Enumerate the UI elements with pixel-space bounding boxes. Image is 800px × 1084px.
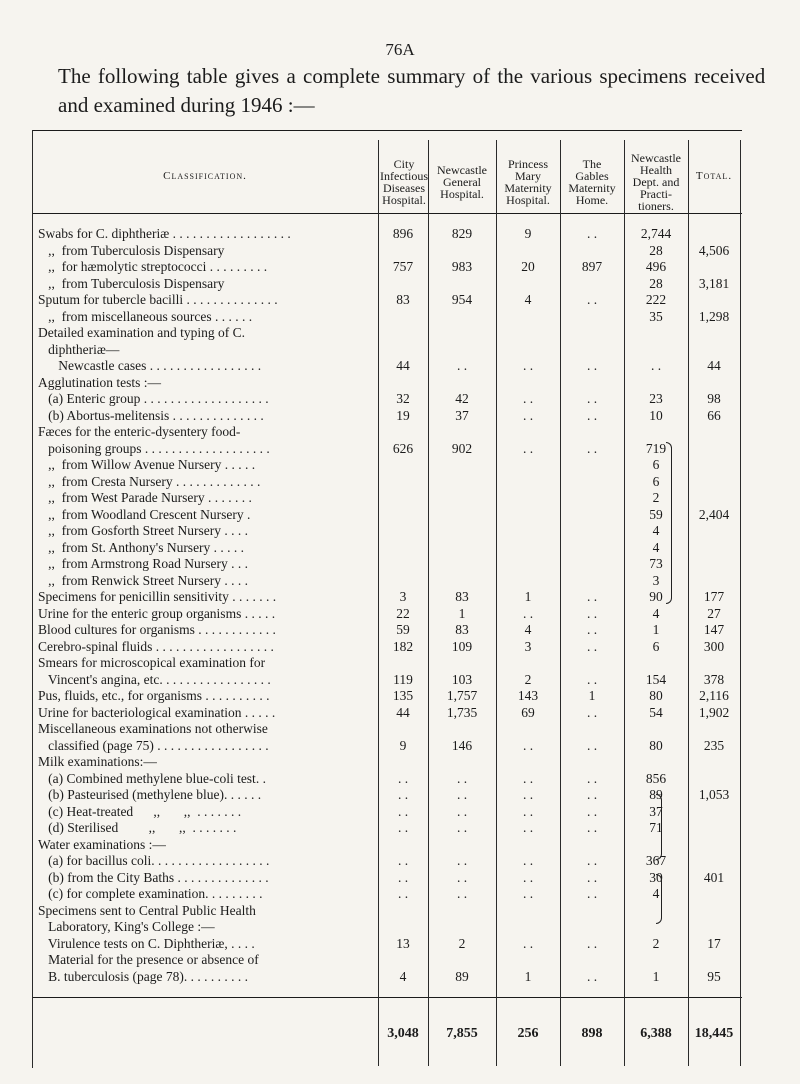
cell-the-gables: . . xyxy=(586,407,598,423)
header-line: Total. xyxy=(695,170,733,182)
table-row xyxy=(32,589,742,605)
row-label: (d) Sterilised ,, ,, . . . . . . . xyxy=(38,820,237,835)
cell-newcastle-general: 37 xyxy=(455,407,469,423)
table-row xyxy=(32,523,742,539)
cell-city-infectious: . . xyxy=(397,886,409,901)
table-row xyxy=(32,490,742,506)
cell-newcastle-general: 954 xyxy=(451,292,473,307)
table-row xyxy=(32,903,742,919)
table-row xyxy=(32,606,742,622)
cell-the-gables: . . xyxy=(586,770,598,786)
header-line: Diseases xyxy=(383,181,425,195)
cell-the-gables: . . xyxy=(586,935,598,951)
table-row xyxy=(32,870,742,886)
row-label: Pus, fluids, etc., for organisms . . . . . . . . . . xyxy=(38,688,270,703)
table-row xyxy=(32,639,742,655)
cell-city-infectious: . . xyxy=(397,803,409,819)
table-row xyxy=(32,391,742,407)
cell-city-infectious: 9 xyxy=(399,737,407,753)
cell-health-dept: 89 xyxy=(649,787,663,802)
row-label: Milk examinations:— xyxy=(38,754,157,769)
cell-health-dept: 3 xyxy=(652,572,660,588)
cell-health-dept: 367 xyxy=(645,853,667,868)
row-label: ,, from Cresta Nursery . . . . . . . . . . . . . xyxy=(38,473,261,489)
row-label: (c) for complete examination. . . . . . . . . xyxy=(38,886,263,901)
cell-health-dept: 6 xyxy=(652,457,660,472)
row-label: ,, from Willow Avenue Nursery . . . . . xyxy=(38,457,256,472)
cell-the-gables: . . xyxy=(586,622,598,637)
table-row xyxy=(32,754,742,770)
cell-total: 98 xyxy=(707,391,721,406)
cell-city-infectious: 182 xyxy=(392,638,414,654)
row-label: Laboratory, King's College :— xyxy=(38,919,215,934)
cell-health-dept: 856 xyxy=(645,770,667,786)
header-princess-mary xyxy=(496,158,560,206)
cell-princess-mary: 2 xyxy=(524,671,532,687)
row-label: (a) Enteric group . . . . . . . . . . . . . . . . . . . xyxy=(38,391,269,406)
cell-health-dept: 1 xyxy=(652,968,660,984)
cell-city-infectious: 626 xyxy=(392,440,414,456)
table-row xyxy=(32,573,742,589)
row-label: Specimens for penicillin sensitivity . . . . . . . xyxy=(38,589,277,604)
totals-row xyxy=(32,1026,742,1042)
cell-newcastle-general: 983 xyxy=(451,259,473,274)
cell-health-dept: 4 xyxy=(652,886,660,901)
cell-the-gables: . . xyxy=(586,886,598,901)
cell-the-gables: . . xyxy=(586,638,598,654)
row-label: Cerebro-spinal fluids . . . . . . . . . . . . . . . . . . xyxy=(38,638,274,654)
table-row xyxy=(32,507,742,523)
cell-newcastle-general: 2 xyxy=(458,935,466,951)
cell-newcastle-general: . . xyxy=(456,770,468,786)
table-row xyxy=(32,342,742,358)
row-label: (b) Abortus-melitensis . . . . . . . . . . . . . . xyxy=(38,407,264,423)
intro-line-2: and examined during 1946 :— xyxy=(58,93,315,117)
header-health-dept xyxy=(620,152,692,212)
table-row xyxy=(32,243,742,259)
cell-newcastle-general: 146 xyxy=(451,737,473,753)
cell-health-dept: 2 xyxy=(652,490,660,505)
cell-health-dept: 30 xyxy=(649,869,663,885)
table-row xyxy=(32,226,742,242)
cell-city-infectious: 44 xyxy=(396,704,410,720)
table-row xyxy=(32,441,742,457)
row-label: Urine for bacteriological examination . . . . . xyxy=(38,704,276,720)
header-line: Gables xyxy=(575,169,609,183)
table-row xyxy=(32,738,742,754)
table-row xyxy=(32,820,742,836)
table-row xyxy=(32,309,742,325)
cell-the-gables: . . xyxy=(586,292,598,307)
total-city-infectious: 3,048 xyxy=(387,1026,419,1041)
table-row xyxy=(32,804,742,820)
cell-princess-mary: 4 xyxy=(524,622,532,637)
row-label: diphtheriæ— xyxy=(38,341,120,357)
row-label: Water examinations :— xyxy=(38,836,166,852)
row-label: Virulence tests on C. Diphtheriæ, . . . . xyxy=(38,935,255,951)
cell-newcastle-general: . . xyxy=(456,358,468,373)
header-line: Hospital. xyxy=(506,193,550,207)
header-line: Newcastle xyxy=(631,151,681,165)
cell-the-gables: . . xyxy=(586,358,598,373)
cell-city-infectious: 119 xyxy=(393,671,413,687)
table-row xyxy=(32,655,742,671)
group-brace-water xyxy=(656,874,662,924)
cell-newcastle-general: . . xyxy=(456,787,468,802)
cell-total: 300 xyxy=(703,638,725,654)
header-the-gables xyxy=(560,158,624,206)
cell-total: 1,902 xyxy=(698,704,730,720)
cell-health-dept: 2 xyxy=(652,935,660,951)
cell-health-dept: 4 xyxy=(652,605,660,621)
cell-health-dept: 496 xyxy=(645,259,667,274)
header-line: General xyxy=(443,175,481,189)
cell-city-infectious: 13 xyxy=(396,935,410,951)
cell-city-infectious: 83 xyxy=(396,292,410,307)
header-line: tioners. xyxy=(638,199,674,213)
row-label: Agglutination tests :— xyxy=(38,374,161,390)
row-label: Sputum for tubercle bacilli . . . . . . . . . . . . . . xyxy=(38,292,278,307)
table-row xyxy=(32,276,742,292)
cell-the-gables: . . xyxy=(586,853,598,868)
row-label: ,, from Woodland Crescent Nursery . xyxy=(38,506,251,522)
cell-health-dept: 37 xyxy=(649,803,663,819)
cell-health-dept: 80 xyxy=(649,688,663,703)
table-row xyxy=(32,375,742,391)
cell-princess-mary: . . xyxy=(522,853,534,868)
cell-princess-mary: . . xyxy=(522,358,534,373)
cell-city-infectious: 135 xyxy=(392,688,414,703)
table-row xyxy=(32,886,742,902)
table-row xyxy=(32,787,742,803)
cell-city-infectious: 3 xyxy=(399,589,407,604)
cell-princess-mary: . . xyxy=(522,440,534,456)
table-row xyxy=(32,325,742,341)
cell-total: 66 xyxy=(707,407,721,423)
cell-princess-mary: 1 xyxy=(524,589,532,604)
cell-total: 44 xyxy=(707,358,721,373)
row-label: (b) Pasteurised (methylene blue). . . . . . xyxy=(38,787,262,802)
cell-health-dept: 222 xyxy=(645,292,667,307)
cell-the-gables: . . xyxy=(586,671,598,687)
total-health-dept: 6,388 xyxy=(640,1026,672,1041)
cell-the-gables: . . xyxy=(586,226,598,241)
cell-newcastle-general: 109 xyxy=(451,638,473,654)
header-line: Dept. and xyxy=(632,175,680,189)
cell-total: 3,181 xyxy=(698,275,730,291)
cell-newcastle-general: 1,735 xyxy=(446,704,478,720)
table-row xyxy=(32,705,742,721)
cell-newcastle-general: . . xyxy=(456,803,468,819)
cell-city-infectious: . . xyxy=(397,853,409,868)
cell-health-dept: 719 xyxy=(645,440,667,456)
cell-health-dept: 73 xyxy=(649,556,663,571)
row-label: classified (page 75) . . . . . . . . . . . . . . . . . xyxy=(38,737,269,753)
header-newcastle-general xyxy=(428,164,496,200)
row-label: ,, from West Parade Nursery . . . . . . . xyxy=(38,490,252,505)
header-line: City xyxy=(393,157,415,171)
cell-city-infectious: 896 xyxy=(392,226,414,241)
table-row xyxy=(32,853,742,869)
cell-city-infectious: 32 xyxy=(396,391,410,406)
row-label: (c) Heat-treated ,, ,, . . . . . . . xyxy=(38,803,242,819)
cell-total: 147 xyxy=(703,622,725,637)
row-label: Vincent's angina, etc. . . . . . . . . . . . . . . . . xyxy=(38,671,271,687)
group-brace-milk xyxy=(656,794,662,860)
cell-the-gables: . . xyxy=(586,737,598,753)
cell-health-dept: 35 xyxy=(649,308,663,324)
table-row xyxy=(32,358,742,374)
row-label: ,, from Tuberculosis Dispensary xyxy=(38,275,225,291)
cell-health-dept: 23 xyxy=(649,391,663,406)
total-the-gables: 898 xyxy=(581,1026,603,1041)
table-row xyxy=(32,424,742,440)
table-row xyxy=(32,672,742,688)
cell-city-infectious: . . xyxy=(397,869,409,885)
row-label: B. tuberculosis (page 78). . . . . . . . . . xyxy=(38,968,248,984)
cell-total: 2,404 xyxy=(698,506,730,522)
totals-top-rule xyxy=(32,997,742,998)
header-line: Mary xyxy=(515,169,541,183)
cell-princess-mary: . . xyxy=(522,605,534,621)
row-label: Swabs for C. diphtheriæ . . . . . . . . . . . . . . . . . . xyxy=(38,226,291,241)
row-label: Miscellaneous examinations not otherwise xyxy=(38,721,268,736)
cell-health-dept: 4 xyxy=(652,539,660,555)
cell-city-infectious: . . xyxy=(397,820,409,835)
header-line: Hospital. xyxy=(382,193,426,207)
cell-health-dept: 6 xyxy=(652,638,660,654)
cell-princess-mary: . . xyxy=(522,391,534,406)
cell-total: 1,053 xyxy=(698,787,730,802)
table-top-rule xyxy=(32,130,742,131)
cell-health-dept: 90 xyxy=(649,589,663,604)
cell-city-infectious: 59 xyxy=(396,622,410,637)
cell-health-dept: 6 xyxy=(652,473,660,489)
table-row xyxy=(32,622,742,638)
row-label: ,, from Armstrong Road Nursery . . . xyxy=(38,556,248,571)
cell-city-infectious: . . xyxy=(397,770,409,786)
table-row xyxy=(32,556,742,572)
cell-health-dept: 28 xyxy=(649,242,663,258)
header-bottom-rule xyxy=(32,213,742,214)
cell-princess-mary: . . xyxy=(522,770,534,786)
cell-total: 401 xyxy=(703,869,725,885)
cell-health-dept: 2,744 xyxy=(640,226,672,241)
cell-total: 27 xyxy=(707,605,721,621)
cell-total: 17 xyxy=(707,935,721,951)
cell-health-dept: 28 xyxy=(649,275,663,291)
cell-newcastle-general: 83 xyxy=(455,622,469,637)
table-row xyxy=(32,969,742,985)
cell-the-gables: . . xyxy=(586,589,598,604)
page-number: 76A xyxy=(385,40,415,59)
total-newcastle-general: 7,855 xyxy=(446,1026,478,1041)
cell-total: 2,116 xyxy=(699,688,729,703)
cell-princess-mary: . . xyxy=(522,820,534,835)
table-row xyxy=(32,936,742,952)
cell-the-gables: . . xyxy=(586,440,598,456)
cell-newcastle-general: 1,757 xyxy=(446,688,478,703)
cell-health-dept: 4 xyxy=(652,523,660,538)
row-label: (a) for bacillus coli. . . . . . . . . . . . . . . . . . xyxy=(38,853,270,868)
row-label: (a) Combined methylene blue-coli test. . xyxy=(38,770,266,786)
group-brace-faeces xyxy=(666,442,672,604)
cell-the-gables: . . xyxy=(586,820,598,835)
table-row xyxy=(32,837,742,853)
row-label: poisoning groups . . . . . . . . . . . . . . . . . . . xyxy=(38,440,270,456)
cell-health-dept: 59 xyxy=(649,506,663,522)
row-label: ,, from Tuberculosis Dispensary xyxy=(38,242,225,258)
cell-newcastle-general: 103 xyxy=(451,671,473,687)
cell-newcastle-general: . . xyxy=(456,886,468,901)
cell-princess-mary: 69 xyxy=(521,704,535,720)
cell-the-gables: . . xyxy=(586,787,598,802)
cell-health-dept: 10 xyxy=(649,407,663,423)
row-label: Material for the presence or absence of xyxy=(38,952,259,967)
cell-the-gables: . . xyxy=(586,968,598,984)
table-row xyxy=(32,457,742,473)
cell-princess-mary: 4 xyxy=(524,292,532,307)
cell-total: 378 xyxy=(703,671,725,687)
cell-newcastle-general: 902 xyxy=(451,440,473,456)
cell-princess-mary: 20 xyxy=(521,259,535,274)
cell-princess-mary: . . xyxy=(522,869,534,885)
cell-total: 235 xyxy=(703,737,725,753)
cell-princess-mary: 3 xyxy=(524,638,532,654)
cell-princess-mary: . . xyxy=(522,787,534,802)
cell-princess-mary: . . xyxy=(522,407,534,423)
table-row xyxy=(32,721,742,737)
cell-princess-mary: . . xyxy=(522,737,534,753)
header-city-infectious xyxy=(372,158,436,206)
intro-line-1: The following table gives a complete summary of the various specimens received xyxy=(58,64,766,88)
cell-the-gables: . . xyxy=(586,869,598,885)
cell-newcastle-general: . . xyxy=(456,820,468,835)
header-line: Newcastle xyxy=(437,163,487,177)
row-label: Urine for the enteric group organisms . . . . . xyxy=(38,605,276,621)
row-label: ,, from Renwick Street Nursery . . . . xyxy=(38,572,248,588)
cell-princess-mary: 143 xyxy=(517,688,539,703)
table-row xyxy=(32,540,742,556)
table-row xyxy=(32,474,742,490)
cell-health-dept: 80 xyxy=(649,737,663,753)
cell-total: 1,298 xyxy=(698,308,730,324)
table-row xyxy=(32,292,742,308)
header-line: Health xyxy=(640,163,672,177)
cell-city-infectious: . . xyxy=(397,787,409,802)
cell-total: 95 xyxy=(707,968,721,984)
row-label: Fæces for the enteric-dysentery food- xyxy=(38,424,241,439)
cell-city-infectious: 44 xyxy=(396,358,410,373)
cell-newcastle-general: 42 xyxy=(455,391,469,406)
cell-the-gables: . . xyxy=(586,605,598,621)
cell-princess-mary: . . xyxy=(522,886,534,901)
cell-newcastle-general: . . xyxy=(456,869,468,885)
cell-the-gables: 897 xyxy=(581,259,603,274)
total-princess-mary: 256 xyxy=(517,1026,539,1041)
cell-total: 177 xyxy=(703,589,725,604)
cell-newcastle-general: . . xyxy=(456,853,468,868)
cell-newcastle-general: 1 xyxy=(458,605,466,621)
table-row xyxy=(32,688,742,704)
cell-princess-mary: . . xyxy=(522,935,534,951)
row-label: ,, for hæmolytic streptococci . . . . . . . . . xyxy=(38,259,268,274)
cell-newcastle-general: 829 xyxy=(451,226,473,241)
header-line: Princess xyxy=(508,157,548,171)
cell-health-dept: 154 xyxy=(645,671,667,687)
cell-health-dept: 71 xyxy=(649,820,663,835)
cell-newcastle-general: 83 xyxy=(455,589,469,604)
header-line: Hospital. xyxy=(440,187,484,201)
summary-table xyxy=(32,130,742,1068)
cell-princess-mary: 9 xyxy=(524,226,532,241)
cell-health-dept: 54 xyxy=(649,704,663,720)
header-line: Home. xyxy=(575,193,609,207)
cell-the-gables: . . xyxy=(586,391,598,406)
row-label: ,, from miscellaneous sources . . . . . . xyxy=(38,308,253,324)
table-row xyxy=(32,408,742,424)
cell-city-infectious: 19 xyxy=(396,407,410,423)
header-classification: Classification. xyxy=(163,170,247,182)
grand-total: 18,445 xyxy=(694,1026,734,1041)
table-row xyxy=(32,259,742,275)
row-label: Blood cultures for organisms . . . . . . . . . . . . xyxy=(38,622,276,637)
cell-princess-mary: 1 xyxy=(524,968,532,984)
table-row xyxy=(32,919,742,935)
cell-the-gables: . . xyxy=(586,803,598,819)
row-label: Specimens sent to Central Public Health xyxy=(38,902,256,918)
row-label: Newcastle cases . . . . . . . . . . . . . . . . . xyxy=(38,358,262,373)
row-label: (b) from the City Baths . . . . . . . . . . . . . . xyxy=(38,869,269,885)
cell-city-infectious: 22 xyxy=(396,605,410,621)
cell-the-gables: 1 xyxy=(588,688,596,703)
cell-the-gables: . . xyxy=(586,704,598,720)
header-line: The xyxy=(582,157,602,171)
cell-total: 4,506 xyxy=(698,242,730,258)
row-label: Smears for microscopical examination for xyxy=(38,655,266,670)
cell-city-infectious: 4 xyxy=(399,968,407,984)
cell-princess-mary: . . xyxy=(522,803,534,819)
row-label: Detailed examination and typing of C. xyxy=(38,325,245,340)
row-label: ,, from Gosforth Street Nursery . . . . xyxy=(38,523,248,538)
header-line: Infectious xyxy=(380,169,428,183)
table-row xyxy=(32,771,742,787)
header-line: Maternity xyxy=(504,181,552,195)
cell-city-infectious: 757 xyxy=(392,259,414,274)
table-row xyxy=(32,952,742,968)
header-total xyxy=(688,170,740,182)
header-line: Maternity xyxy=(568,181,616,195)
row-label: ,, from St. Anthony's Nursery . . . . . xyxy=(38,539,245,555)
intro-text xyxy=(58,62,778,120)
cell-health-dept: 1 xyxy=(652,622,660,637)
cell-health-dept: . . xyxy=(650,358,662,373)
header-line: Practi- xyxy=(640,187,672,201)
cell-newcastle-general: 89 xyxy=(455,968,469,984)
